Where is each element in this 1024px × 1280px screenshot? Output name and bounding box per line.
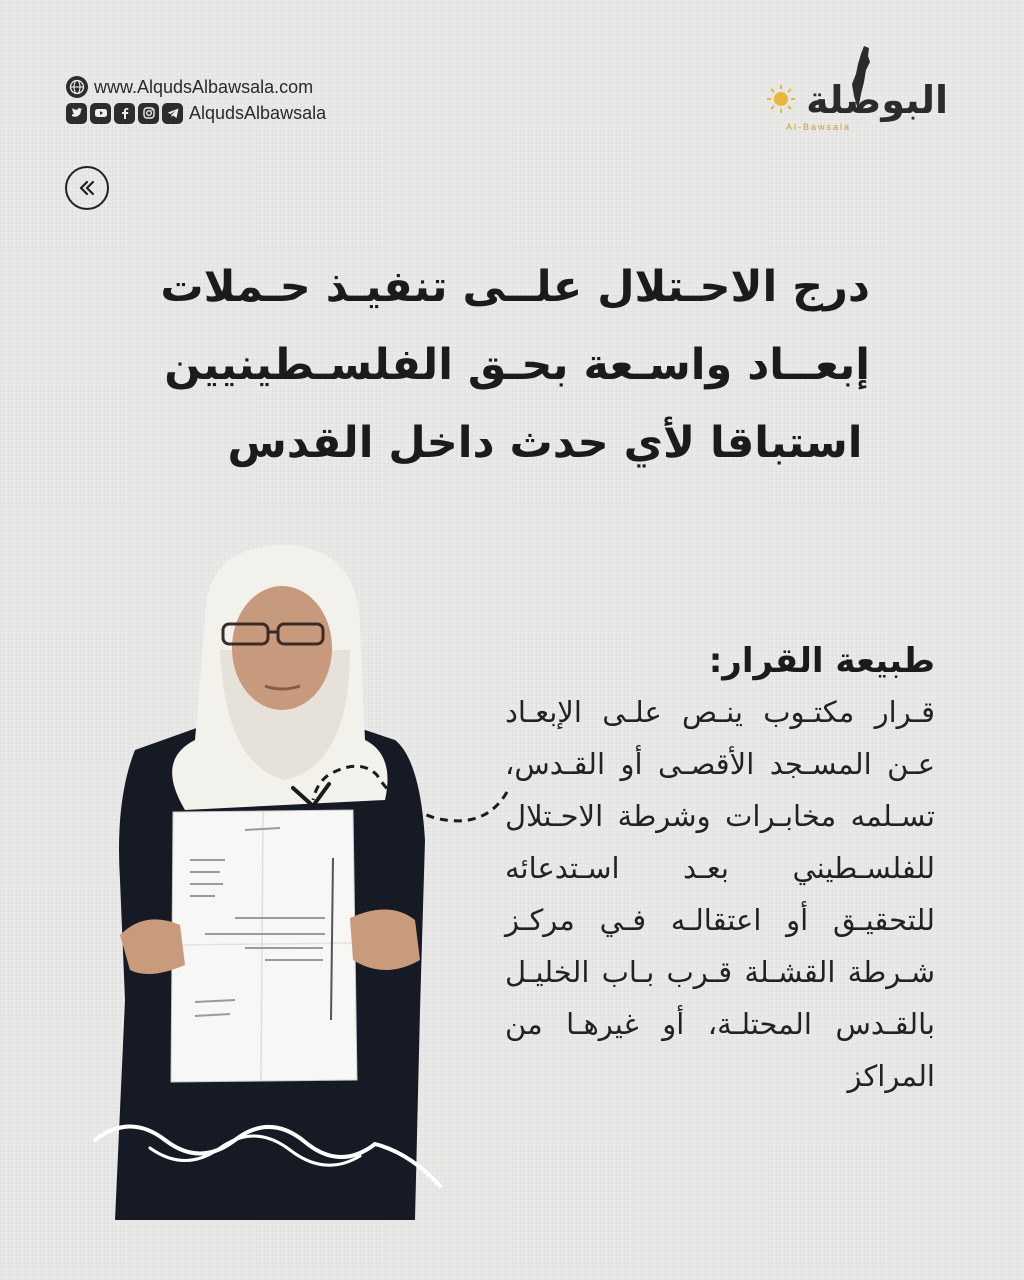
decision-nature-section: [505, 636, 935, 1102]
albawsala-logo: [766, 44, 956, 134]
chevrons-left-button[interactable]: [65, 166, 109, 210]
logo-subtitle: Al-Bawsala: [786, 122, 852, 132]
youtube-icon[interactable]: [90, 103, 111, 124]
social-row: [66, 100, 326, 126]
headline-line-1: درج الاحـتلال علــى تنفيـذ حـملات: [160, 262, 870, 312]
headline-line-2: إبعــاد واسـعة بحـق الفلسـطينيين: [164, 340, 870, 390]
chevrons-left-icon: [76, 177, 98, 199]
telegram-icon[interactable]: [162, 103, 183, 124]
logo-wordmark: البوصلة: [806, 78, 948, 122]
website-row[interactable]: [66, 74, 326, 100]
sun-icon: [766, 84, 796, 114]
headline: [110, 248, 870, 482]
instagram-icon[interactable]: [138, 103, 159, 124]
website-link[interactable]: www.AlqudsAlbawsala.com: [94, 76, 314, 97]
section-title: طبيعة القرار:: [708, 641, 935, 681]
headline-line-3: استباقا لأي حدث داخل القدس: [227, 418, 863, 468]
twitter-icon[interactable]: [66, 103, 87, 124]
globe-icon: [66, 76, 88, 98]
dashed-arrow-decoration: [285, 760, 515, 830]
social-handle[interactable]: AlqudsAlbawsala: [189, 102, 327, 123]
section-body: قـرار مكتـوب ينـص علـى الإبعـاد عـن المسـجد الأقصـى أو القـدس، تسـلمه مخابـرات وشرطة الاحـتلال للفلسـطيني بعـد اسـتدعائه للتحقيـق أو اعتقالـه فـي مركـز شـرطة القشـلة قـرب بـاب الخليـل بالقـدس المحتلـة، أو غيرهـا من المراكز: [505, 695, 935, 1093]
contact-info: [66, 74, 326, 126]
facebook-icon[interactable]: [114, 103, 135, 124]
wavy-line-decoration: [90, 1118, 450, 1198]
